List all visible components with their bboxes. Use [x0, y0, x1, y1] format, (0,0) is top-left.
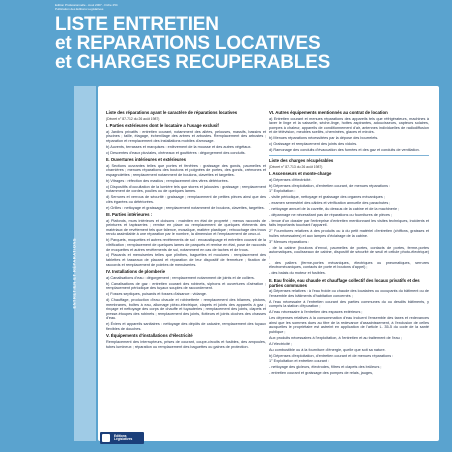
content-panel [98, 86, 439, 441]
publisher-logo [100, 432, 144, 444]
paragraph: a) Plafonds, murs intérieurs et cloisons : maintien en état de propreté ; menus raccords de peintures et tapisseries ; remise en place ou remplacement de quelques éléments des matériaux de revêtement tels que faïence, mosaïque, matière plastique ; rebouchage des trous rendu assimilable à une réparation par le nombre, la dimension et l'emplacement de ceux-ci. [106, 218, 266, 237]
paragraph: b) Parquets, moquettes et autres revêtements de sol : encaustiquage et entretien courant de la vitrification ; remplacement de quelques lames de parquets et remise en état, pose de raccords de moquettes et autres revêtements de sol, notamment en cas de taches et de trous. [106, 238, 266, 252]
paragraph: a) Canalisations d'eau : dégorgement ; remplacement notamment de joints et de colliers. [106, 275, 255, 280]
paragraph: - tenue d'un dossier par l'entreprise d'entretien mentionnant les visites techniques, incidents et faits importants touchant l'appareil. [269, 218, 429, 228]
paragraph: Remplacement des interrupteurs, prises de courant, coupe-circuits et fusibles, des ampoules, tubes lumineux ; réparation ou remplacement des baguettes ou gaines de protection. [106, 339, 266, 349]
paragraph: c) Graissage et remplacement des joints des vidoirs. [269, 142, 358, 147]
paragraph: c) Placards et menuiseries telles que plinthes, baguettes et moulures : remplacement des tablettes et tasseaux de placard et réparation de leur dispositif de fermeture ; fixation de raccords et remplacement de pointes de menuiseries. [106, 253, 266, 267]
paragraph: - de la cabine (boutons d'envoi, paumelles de portes, contacts de portes, ferme-portes automatiques, coulisseaux de cabine, dispositif de sécurité de seuil et cellule photo-électrique) ; [269, 245, 429, 259]
paragraph: c) Dispositifs d'occultation de la lumière tels que stores et jalousies : graissage ; remplacement notamment de cordes, poulies ou de quelques lames. [106, 184, 266, 194]
logo-icon [102, 434, 110, 442]
paragraph: c) Descentes d'eaux pluviales, chéneaux et gouttières : dégorgement des conduits. [106, 150, 246, 155]
logo-line-1: Editions [114, 434, 127, 438]
paragraph: - examen semestriel des câbles et vérification annuelle des parachutes ; [269, 201, 391, 206]
paragraph: a) Dépenses relatives : à l'eau froide ou chaude des locataires ou occupants du bâtiment ou de l'ensemble des bâtiments d'habitation concernés ; [269, 289, 429, 298]
paragraph: d) Serrures et verrous de sécurité : graissage ; remplacement de petites pièces ainsi que des clés égarées ou détériorées. [106, 195, 266, 204]
paragraph: b) Menues réparations nécessitées par la dépose des bourrelets. [269, 136, 379, 141]
paragraph: b) Dépenses d'exploitation, d'entretien courant, de menues réparations : [269, 183, 391, 188]
paragraph: b) Vitrages : réfection des mastics ; remplacement des vitres détériorées. [106, 178, 229, 183]
paragraph: 1° Exploitation et entretien courant : [269, 359, 330, 364]
paragraph: A l'électricité ; [269, 341, 293, 346]
left-heading-ref: (Décret n° 87-712 du 26 août 1987) [106, 116, 160, 121]
paragraph: - des paliers (ferme-portes mécaniques, électriques ou pneumatiques, serrures électromécaniques, contacts de porte et boutons d'appel) ; [269, 260, 429, 270]
paragraph: b) Dépenses d'exploitation, d'entretien courant et de menues réparations : [269, 353, 394, 358]
section-title: VI. Autres équipements mentionnés au contrat de location [269, 110, 388, 115]
paragraph: A l'eau nécessaire à l'entretien des espaces extérieurs ; [269, 310, 363, 315]
paragraph: e) Éviers et appareils sanitaires : nettoyage des dépôts de calcaire, remplacement des tuyaux flexibles de douches. [106, 322, 266, 331]
paragraph: d) Ramonage des conduits d'évacuation des fumées et des gaz et conduits de ventilation. [269, 147, 420, 152]
section-title: II. Ouvertures intérieures et extérieures [106, 157, 187, 163]
side-tab [62, 86, 96, 441]
section-title: V. Équipements d'installations d'électricité [106, 333, 193, 339]
divider [269, 155, 429, 156]
paragraph: a) Dépenses d'électricité. [269, 177, 312, 182]
paragraph: 3° Menues réparations : [269, 239, 310, 244]
paragraph: 1° Exploitation : [269, 189, 296, 194]
header-meta [55, 4, 118, 11]
document-title [55, 15, 415, 72]
paragraph: 2° Fournitures relatives à des produits ou à du petit matériel d'entretien (chiffons, graisses et huiles nécessaires) et aux lampes d'éclairage de la cabine. [269, 229, 429, 238]
paragraph: c) Fosses septiques, puisards et fosses d'aisance : vidange. [106, 292, 207, 297]
paragraph: - nettoyage des gicleurs, électrodes, filtres et clapets des brûleurs ; [269, 365, 382, 370]
charges-heading: Liste des charges récupérables [269, 158, 334, 164]
title-line-3: et CHARGES RECUPERABLES [55, 52, 331, 73]
paragraph: e) Grilles : nettoyage et graissage ; remplacement notamment de boulons, clavettes, targettes. [106, 205, 265, 210]
paragraph: a) Jardins privatifs : entretien courant, notamment des allées, pelouses, massifs, bassins et piscines ; taille, élagage, échenillage des arbres et arbustes. Remplacement des arbustes ; réparation et remplacement des installations mobiles d'arrosage. [106, 129, 266, 143]
meta-line-1: Edition Professionnelle - Aout 2007 - Fiche 254 [55, 3, 118, 7]
section-title: II. Eau froide, eau chaude et chauffage collectif des locaux privatifs et des parties communes [269, 277, 420, 288]
logo-line-2: Législatives [114, 437, 133, 442]
paragraph: a) Entretien courant et menues réparations des appareils tels que réfrigérateurs, machines à laver le linge et la vaisselle, sèche-linge, hottes aspirantes, adoucisseurs, capteurs solaires, pompes à chaleur, appareils de conditionnement d'air, antennes individuelles de radiodiffusion et de télévision, meubles scellés, cheminées, glaces et miroirs. [269, 116, 429, 135]
left-column [106, 108, 266, 350]
paragraph: - entretien courant et graissage des pompes de relais, jauges, [269, 371, 374, 376]
paragraph: d) Chauffage, production d'eau chaude et robinetterie : remplacement des bilames, pistons, membranes, boîtes à eau, allumage piézo-électrique, clapets et joints des appareils à gaz ; rinçage et nettoyage des corps de chauffe et tuyauteries ; remplacement des joints, clapets et presse-étoupes des robinets ; remplacement des joints, flotteurs et joints cloches des chasses d'eau. [106, 297, 266, 321]
charges-heading-ref: (Décret n° 87-713 du 26 août 1987) [269, 164, 323, 169]
side-tab-label: ENTRETIEN ET RÉPARATIONS [71, 237, 77, 309]
paragraph: b) Canalisations de gaz : entretien courant des robinets, siphons et ouvertures d'aération ; remplacement périodique des tuyaux souples de raccordement. [106, 281, 266, 291]
right-column [269, 108, 429, 377]
side-stripe [71, 86, 96, 441]
paragraph: Les dépenses relatives à la consommation d'eau incluent l'ensemble des taxes et redevances ainsi que les sommes dues au titre de la redevance d'assainissement, à l'exclusion de celles auxquelles le propriétaire est astreint en application de l'article L. 35-5 du code de la santé publique ; [269, 316, 429, 335]
paragraph: A l'eau nécessaire à l'entretien courant des parties communes du ou desdits bâtiments, y compris la station d'épuration ; [269, 299, 429, 309]
logo-text [114, 435, 142, 442]
section-title: I. Parties extérieures dont le locataire a l'usage exclusif [106, 123, 219, 129]
meta-line-2: Publication des Editions Legislatives [55, 6, 104, 11]
section-title: IV. Installations de plomberie [106, 269, 166, 275]
paragraph: - nettoyage annuel de la cuvette, du dessus de la cabine et de la machinerie ; [269, 207, 400, 212]
section-title: III. Parties intérieures : [106, 212, 153, 218]
paragraph: Au combustible ou à la fourniture d'énergie, quelle que soit sa nature. [269, 347, 386, 352]
paragraph: - des balais du moteur et fusibles. [269, 271, 326, 276]
section-title: I. Ascenseurs et monte-charge [269, 171, 332, 177]
left-heading: Liste des réparations ayant le caractère de réparations locatives [106, 110, 238, 115]
title-line-2: et REPARATIONS LOCATIVES [55, 33, 321, 54]
paragraph: Aux produits nécessaires à l'exploitation, à l'entretien et au traitement de l'eau ; [269, 335, 402, 340]
paragraph: - dépannage ne nécessitant pas de réparations ou fournitures de pièces ; [269, 212, 393, 217]
paragraph: b) Auvents, terrasses et marquises : enlèvement de la mousse et des autres végétaux. [106, 144, 252, 149]
title-line-1: LISTE ENTRETIEN [55, 14, 219, 35]
paragraph: - visite périodique, nettoyage et graissage des organes mécaniques ; [269, 195, 385, 200]
paragraph: a) Sections ouvrantes telles que portes et fenêtres : graissage des gonds, paumelles et charnières ; menues réparations des boutons et poignées de portes, des gonds, crémones et espagnolettes ; remplacement notamment de boulons, clavettes et targettes. [106, 163, 266, 177]
